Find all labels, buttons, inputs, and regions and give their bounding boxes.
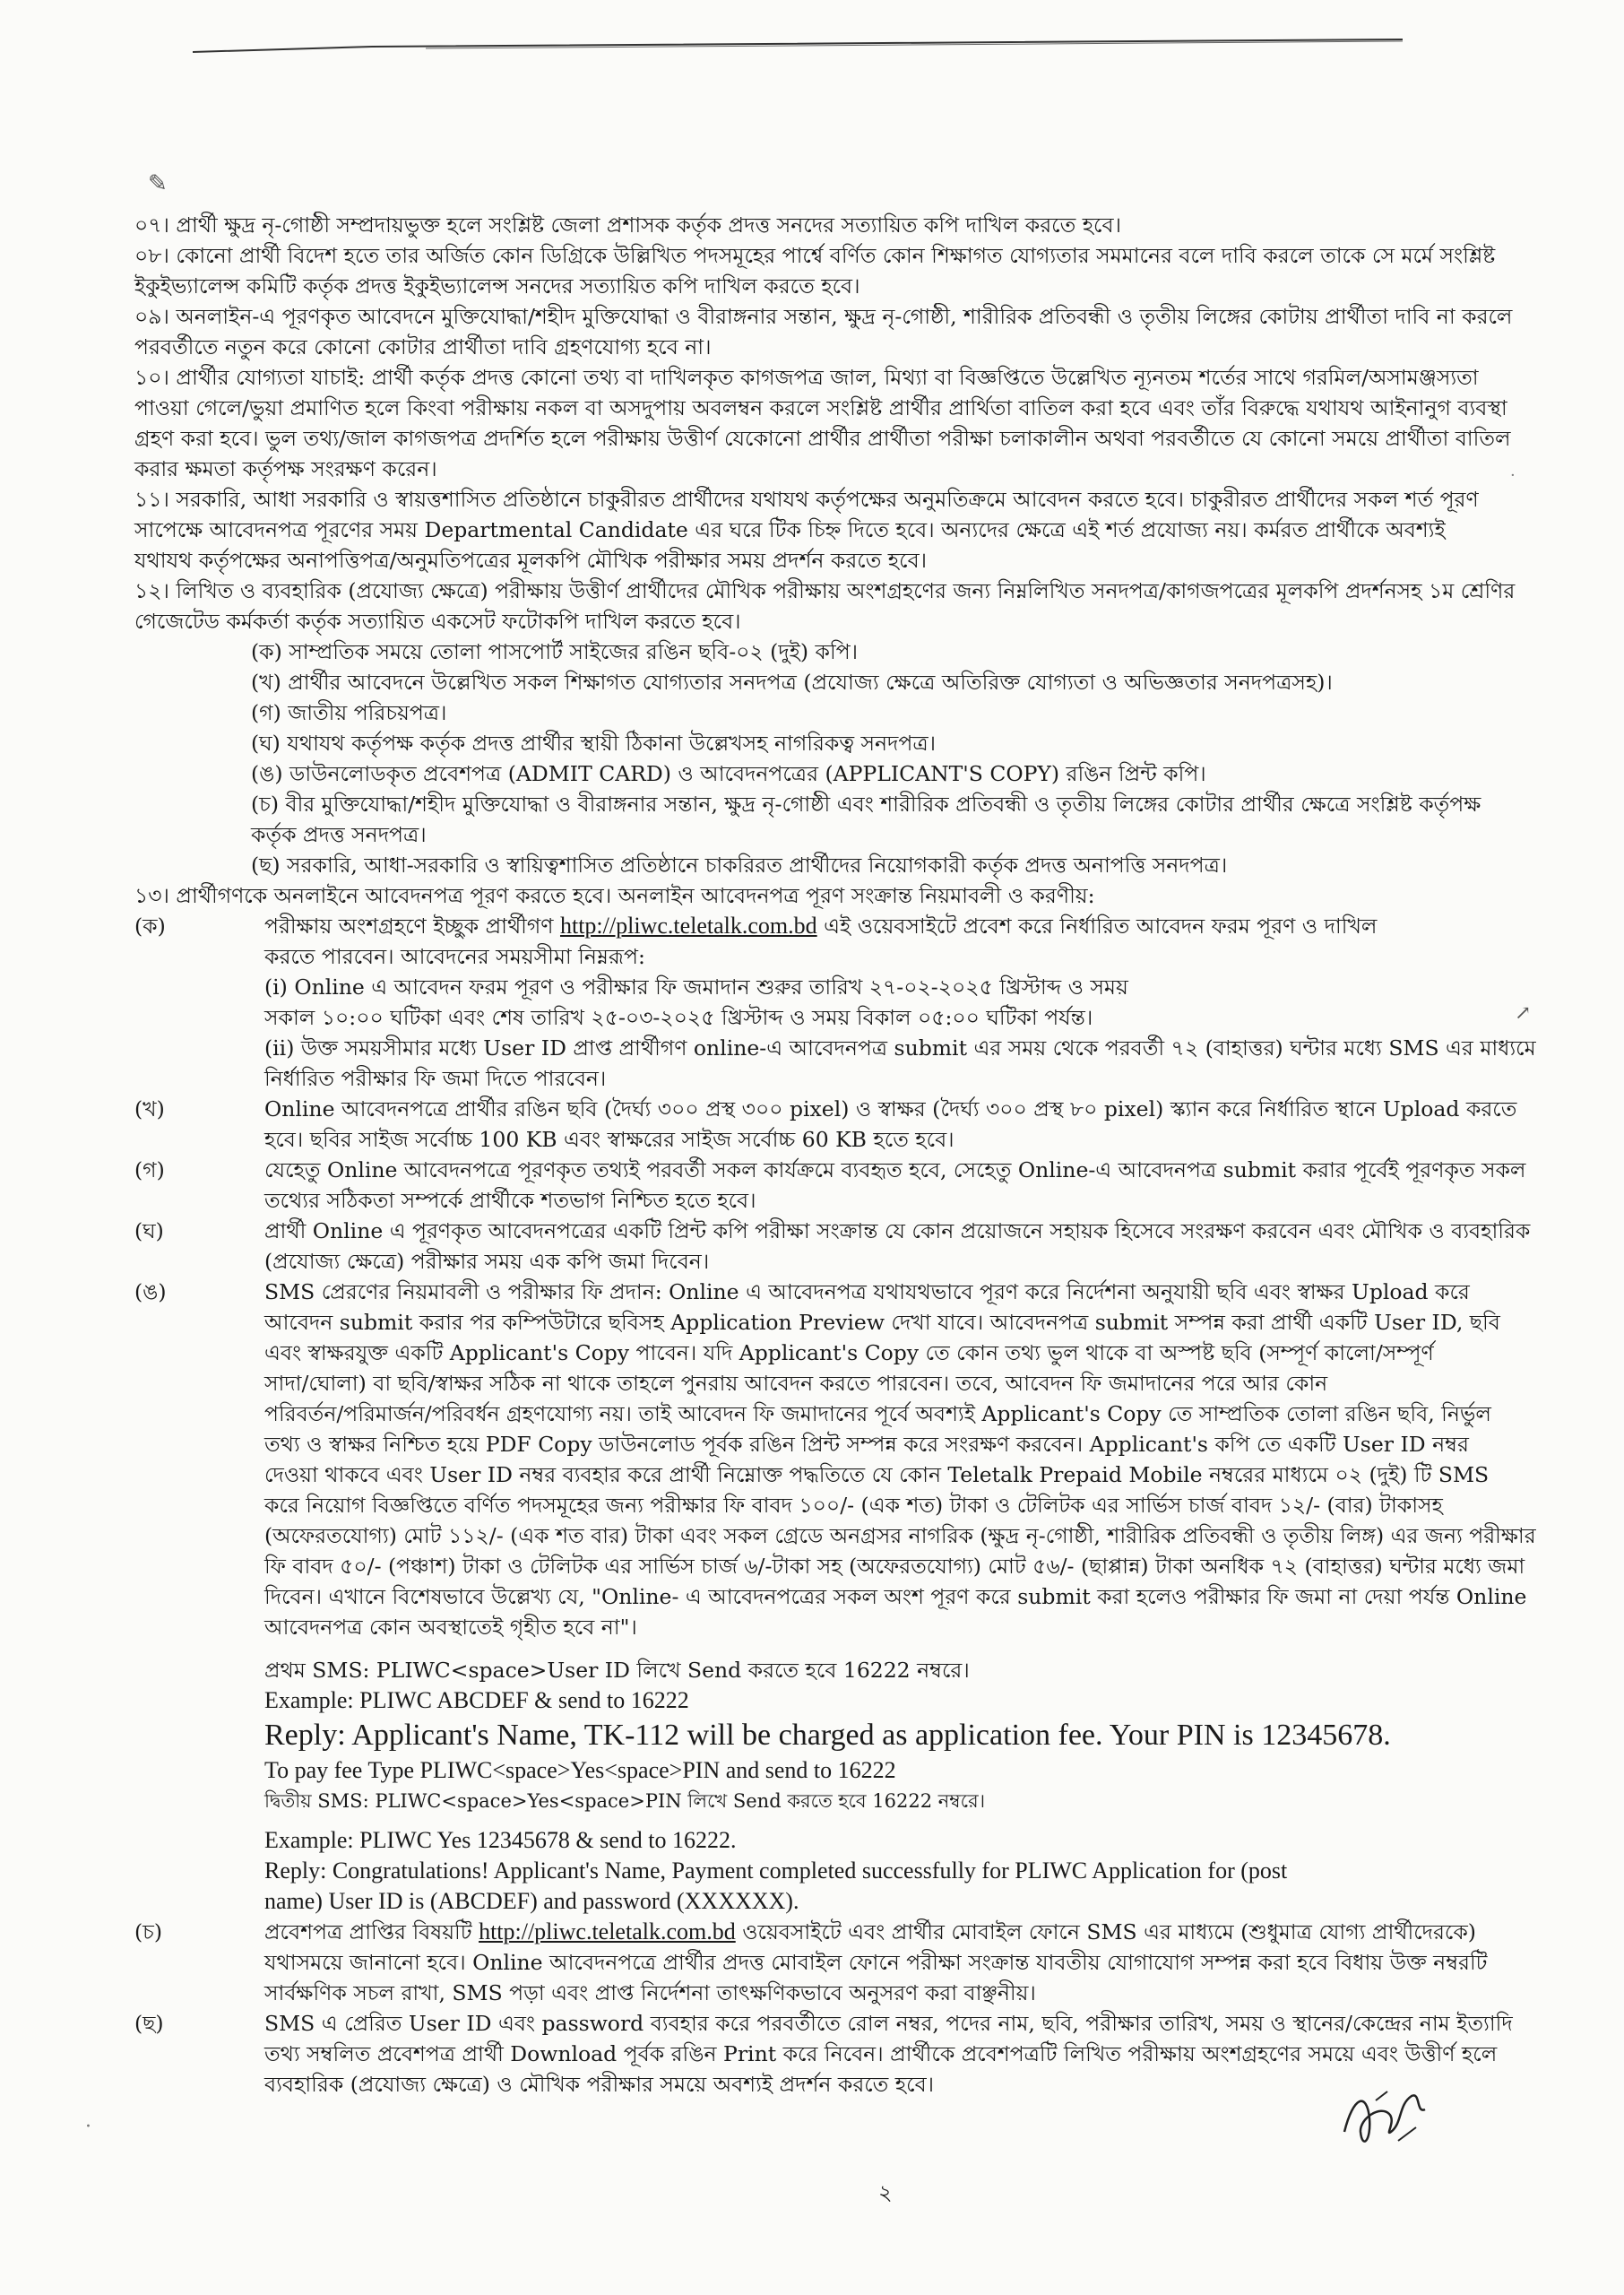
item-13-ka-label: (ক) [134, 914, 166, 939]
item-12-cont: গেজেটেড কর্মকর্তা কর্তৃক সত্যায়িত একসেট ফটোকপি দাখিল করতে হবে। [134, 609, 741, 634]
item-13-cha-line2: যথাসময়ে জানানো হবে। Online আবেদনপত্রে প্রার্থীর প্রদত্ত মোবাইল ফোনে পরীক্ষা সংক্রান্ত যাবতীয় যোগাযোগ সম্পন্ন করা হবে বিধায় উক্ত নম্বরটি [264, 1950, 1488, 1975]
item-13-gha-text: প্রার্থী Online এ পূরণকৃত আবেদনপত্রের একটি প্রিন্ট কপি পরীক্ষা সংক্রান্ত যে কোন প্রয়োজনে সহায়ক হিসেবে সংরক্ষণ করবেন এবং মৌখিক ও ব্যবহারিক [264, 1218, 1531, 1243]
item-13-ka-line1 [134, 911, 1497, 941]
item-13-chha-line2: তথ্য সম্বলিত প্রবেশপত্র প্রার্থী Download পূর্বক রঙিন Print করে নিবেন। প্রার্থীকে প্রবেশপত্রটি লিখিত পরীক্ষায় অংশগ্রহণের সময়ে এবং উত্তীর্ণ হলে [264, 2041, 1498, 2066]
item-12-chha: (ছ) সরকারি, আধা-সরকারি ও স্বায়িত্বশাসিত প্রতিষ্ঠানে চাকরিরত প্রার্থীদের নিয়োগকারী কর্তৃক প্রদত্ত অনাপত্তি সনদপত্র। [251, 853, 1228, 878]
teletalk-link-2[interactable]: http://pliwc.teletalk.com.bd [479, 1918, 736, 1944]
item-13-uma-line7: দেওয়া থাকবে এবং User ID নম্বর ব্যবহার করে প্রার্থী নিম্নোক্ত পদ্ধতিতে যে কোন Teletalk Prepaid Mobile নম্বরের মাধ্যমে ০২ (দুই) টি SMS [264, 1462, 1490, 1487]
item-12-kha: (খ) প্রার্থীর আবেদনে উল্লেখিত সকল শিক্ষাগত যোগ্যতার সনদপত্র (প্রযোজ্য ক্ষেত্রে অতিরিক্ত যোগ্যতা ও অভিজ্ঞতার সনদপত্রসহ)। [251, 670, 1333, 695]
sms-pay-instruction: To pay fee Type PLIWC<space>Yes<space>PIN and send to 16222 [264, 1757, 896, 1783]
item-13-uma-text: SMS প্রেরণের নিয়মাবলী ও পরীক্ষার ফি প্রদান: Online এ আবেদনপত্র যথাযথভাবে পূরণ করে নির্দেশনা অনুযায়ী ছবি এবং স্বাক্ষর Upload করে [264, 1279, 1470, 1304]
item-11-cont-1: সাপেক্ষে আবেদনপত্র পূরণের সময় Departmental Candidate এর ঘরে টিক চিহ্ন দিতে হবে। অন্যদের ক্ষেত্রে এই শর্ত প্রযোজ্য নয়। কর্মরত প্রার্থীকে অবশ্যই [134, 517, 1446, 542]
item-10-cont-1: পাওয়া গেলে/ভুয়া প্রমাণিত হলে কিংবা পরীক্ষায় নকল বা অসদুপায় অবলম্বন করলে সংশ্লিষ্ট প্রার্থীর প্রার্থিতা বাতিল করা হবে এবং তাঁর বিরুদ্ধে যথাযথ আইনানুগ ব্যবস্থা [134, 395, 1507, 420]
scan-mark-top-left: ✎ [148, 170, 168, 197]
item-12-cha-cont: কর্তৃক প্রদত্ত সনদপত্র। [251, 822, 427, 847]
page-number: ২ [878, 2180, 893, 2205]
item-13-uma-label: (ঙ) [134, 1279, 167, 1304]
item-12-ga: (গ) জাতীয় পরিচয়পত্র। [251, 700, 447, 725]
scan-mark-right-tick: · [1510, 466, 1516, 485]
scan-mark-left: · [85, 2116, 91, 2138]
item-13-uma-line1 [134, 1277, 1497, 1307]
item-13-cha-line3: সার্বক্ষণিক সচল রাখা, SMS পড়া এবং প্রাপ্ত নির্দেশনা তাৎক্ষণিকভাবে অনুসরণ করা বাঞ্ছনীয়। [264, 1980, 1036, 2005]
item-12-gha: (ঘ) যথাযথ কর্তৃপক্ষ কর্তৃক প্রদত্ত প্রার্থীর স্থায়ী ঠিকানা উল্লেখসহ নাগরিকত্ব সনদপত্র। [251, 731, 937, 756]
item-10-cont-3: করার ক্ষমতা কর্তৃপক্ষ সংরক্ষণ করেন। [134, 456, 437, 481]
item-13-ka-text-b: এই ওয়েবসাইটে প্রবেশ করে নির্ধারিত আবেদন ফরম পূরণ ও দাখিল [824, 914, 1378, 939]
item-13-uma-line3: এবং স্বাক্ষরযুক্ত একটি Applicant's Copy পাবেন। যদি Applicant's Copy তে কোন তথ্য ভুল থাকে বা অস্পষ্ট ছবি (সম্পূর্ণ কালো/সম্পূর্ণ [264, 1340, 1434, 1365]
item-12: ১২। লিখিত ও ব্যবহারিক (প্রযোজ্য ক্ষেত্রে) পরীক্ষায় উত্তীর্ণ প্রার্থীদের মৌখিক পরীক্ষায় অংশগ্রহণের জন্য নিম্নলিখিত সনদপত্র/কাগজপত্রের মূলকপি প্রদর্শনসহ ১ম শ্রেণির [134, 578, 1516, 603]
item-13-cha-text-b: ওয়েবসাইটে এবং প্রার্থীর মোবাইল ফোনে SMS এর মাধ্যমে (শুধুমাত্র যোগ্য প্রার্থীদেরকে) [742, 1919, 1476, 1944]
item-12-uma: (ঙ) ডাউনলোডকৃত প্রবেশপত্র (ADMIT CARD) ও আবেদনপত্রের (APPLICANT'S COPY) রঙিন প্রিন্ট কপি। [251, 761, 1206, 786]
page-top-scan-line [193, 38, 1403, 54]
item-13-ga-label: (গ) [134, 1157, 165, 1182]
item-10: ১০। প্রার্থীর যোগ্যতা যাচাই: প্রার্থী কর্তৃক প্রদত্ত কোনো তথ্য বা দাখিলকৃত কাগজপত্র জাল, মিথ্যা বা বিজ্ঞপ্তিতে উল্লেখিত ন্যূনতম শর্তের সাথে গরমিল/অসামঞ্জস্যতা [134, 365, 1479, 390]
item-13-uma-line2: আবেদন submit করার পর কম্পিউটারে ছবিসহ Application Preview দেখা যাবে। আবেদনপত্র submit সম্পন্ন করা প্রার্থী একটি User ID, ছবি [264, 1310, 1500, 1335]
item-12-ka: (ক) সাম্প্রতিক সময়ে তোলা পাসপোর্ট সাইজের রঙিন ছবি-০২ (দুই) কপি। [251, 639, 859, 664]
item-13-ga-line1 [134, 1155, 1526, 1185]
item-11: ১১। সরকারি, আধা সরকারি ও স্বায়ত্তশাসিত প্রতিষ্ঠানে চাকুরীরত প্রার্থীদের যথাযথ কর্তৃপক্ষের অনুমতিক্রমে আবেদন করতে হবে। চাকুরীরত প্রার্থীদের সকল শর্ত পূরণ [134, 487, 1479, 512]
item-13-ka-line6: নির্ধারিত পরীক্ষার ফি জমা দিতে পারবেন। [264, 1066, 607, 1091]
item-10-cont-2: গ্রহণ করা হবে। ভুল তথ্য/জাল কাগজপত্র প্রদর্শিত হলে পরীক্ষায় উত্তীর্ণ যেকোনো প্রার্থীর প্রার্থীতা পরীক্ষা চলাকালীন অথবা পরবর্তীতে যে কোনো সময়ে প্রার্থীতা বাতিল [134, 426, 1511, 451]
sms-reply-2-cont: name) User ID is (ABCDEF) and password (XXXXXX). [264, 1888, 799, 1914]
sms-reply-1: Reply: Applicant's Name, TK-112 will be charged as application fee. Your PIN is 12345678. [264, 1719, 1391, 1752]
item-08-cont: ইকুইভ্যালেন্স কমিটি কর্তৃক প্রদত্ত ইকুইভ্যালেন্স সনদের সত্যায়িত কপি দাখিল করতে হবে। [134, 273, 860, 299]
sms-second: দ্বিতীয় SMS: PLIWC<space>Yes<space>PIN লিখে Send করতে হবে 16222 নম্বরে। [264, 1790, 986, 1812]
item-13-kha-text: Online আবেদনপত্রে প্রার্থীর রঙিন ছবি (দৈর্ঘ্য ৩০০ প্রস্থ ৩০০ pixel) ও স্বাক্ষর (দৈর্ঘ্য ৩০০ প্রস্থ ৮০ pixel) স্ক্যান করে নির্ধারিত স্থানে Upload করতে [264, 1096, 1517, 1122]
item-13-uma-line6: তথ্য ও স্বাক্ষর নিশ্চিত হয়ে PDF Copy ডাউনলোড পূর্বক রঙিন প্রিন্ট সম্পন্ন করে সংরক্ষণ করবেন। Applicant's কপি তে একটি User ID নম্বর [264, 1432, 1469, 1457]
item-07: ০৭। প্রার্থী ক্ষুদ্র নৃ-গোষ্ঠী সম্প্রদায়ভুক্ত হলে সংশ্লিষ্ট জেলা প্রশাসক কর্তৃক প্রদত্ত সনদের সত্যায়িত কপি দাখিল করতে হবে। [134, 212, 1121, 238]
sms-example-2: Example: PLIWC Yes 12345678 & send to 16222. [264, 1827, 737, 1853]
sms-first: প্রথম SMS: PLIWC<space>User ID লিখে Send করতে হবে 16222 নম্বরে। [264, 1658, 970, 1683]
signature [1335, 2078, 1434, 2159]
sms-reply-2: Reply: Congratulations! Applicant's Name, Payment completed successfully for PLIWC Application for (post [264, 1858, 1288, 1884]
item-13-kha-label: (খ) [134, 1096, 165, 1122]
item-13-chha-line3: ব্যবহারিক (প্রযোজ্য ক্ষেত্রে) ও মৌখিক পরীক্ষার সময়ে অবশ্যই প্রদর্শন করতে হবে। [264, 2072, 935, 2097]
item-13-cha-text-a: প্রবেশপত্র প্রাপ্তির বিষয়টি [264, 1919, 472, 1944]
item-13-uma-line12: আবেদনপত্র কোন অবস্থাতেই গৃহীত হবে না"। [264, 1615, 637, 1640]
item-13-ga-text: যেহেতু Online আবেদনপত্রে পূরণকৃত তথ্যই পরবর্তী সকল কার্যক্রমে ব্যবহৃত হবে, সেহেতু Online-এ আবেদনপত্র submit করার পূর্বেই পূরণকৃত সকল [264, 1157, 1526, 1182]
item-08: ০৮। কোনো প্রার্থী বিদেশ হতে তার অর্জিত কোন ডিগ্রিকে উল্লিখিত পদসমূহের পার্শ্বে বর্ণিত কোন শিক্ষাগত যোগ্যতার সমমানের বলে দাবি করলে তাকে সে মর্মে সংশ্লিষ্ট [134, 243, 1496, 268]
item-11-cont-2: যথাযথ কর্তৃপক্ষের অনাপত্তিপত্র/অনুমতিপত্রের মূলকপি মৌখিক পরীক্ষার সময় প্রদর্শন করতে হবে। [134, 548, 928, 573]
scan-mark-right: ↗ [1515, 1002, 1532, 1025]
item-12-cha: (চ) বীর মুক্তিযোদ্ধা/শহীদ মুক্তিযোদ্ধা ও বীরাঙ্গনার সন্তান, ক্ষুদ্র নৃ-গোষ্ঠী এবং শারীরিক প্রতিবন্ধী ও তৃতীয় লিঙ্গের কোটার প্রার্থীর ক্ষেত্রে সংশ্লিষ্ট কর্তৃপক্ষ [251, 792, 1481, 817]
item-13-gha-line1 [134, 1216, 1531, 1246]
item-13-ka-line5: (ii) উক্ত সময়সীমার মধ্যে User ID প্রাপ্ত প্রার্থীগণ online-এ আবেদনপত্র submit এর সময় থেকে পরবর্তী ৭২ (বাহাত্তর) ঘন্টার মধ্যে SMS এর মাধ্যমে [264, 1035, 1536, 1061]
item-13-chha-line1 [134, 2008, 1513, 2039]
item-13-ka-line4: সকাল ১০:০০ ঘটিকা এবং শেষ তারিখ ২৫-০৩-২০২৫ খ্রিস্টাব্দ ও সময় বিকাল ০৫:০০ ঘটিকা পর্যন্ত। [264, 1005, 1093, 1030]
item-13-ka-line2: করতে পারবেন। আবেদনের সময়সীমা নিম্নরূপ: [264, 944, 645, 969]
item-13-gha-label: (ঘ) [134, 1218, 164, 1243]
item-13-chha-text: SMS এ প্রেরিত User ID এবং password ব্যবহার করে পরবর্তীতে রোল নম্বর, পদের নাম, ছবি, পরীক্ষার তারিখ, সময় ও স্থানের/কেন্দ্রের নাম ইত্যাদি [264, 2011, 1513, 2036]
item-13-gha-line2: (প্রযোজ্য ক্ষেত্রে) পরীক্ষার সময় এক কপি জমা দিবেন। [264, 1249, 710, 1274]
item-13-uma-line8: করে নিয়োগ বিজ্ঞপ্তিতে বর্ণিত পদসমূহের জন্য পরীক্ষার ফি বাবদ ১০০/- (এক শত) টাকা ও টেলিটক এর সার্ভিস চার্জ বাবদ ১২/- (বার) টাকাসহ [264, 1493, 1443, 1518]
item-13-uma-line5: পরিবর্তন/পরিমার্জন/পরিবর্ধন গ্রহণযোগ্য নয়। তাই আবেদন ফি জমাদানের পূর্বে অবশ্যই Applicant's Copy তে সাম্প্রতিক তোলা রঙিন ছবি, নির্ভুল [264, 1401, 1491, 1426]
item-13-kha-line1 [134, 1094, 1517, 1124]
item-09: ০৯। অনলাইন-এ পূরণকৃত আবেদনে মুক্তিযোদ্ধা/শহীদ মুক্তিযোদ্ধা ও বীরাঙ্গনার সন্তান, ক্ষুদ্র নৃ-গোষ্ঠী, শারীরিক প্রতিবন্ধী ও তৃতীয় লিঙ্গের কোটায় প্রার্থীতা দাবি না করলে [134, 304, 1513, 329]
item-13-uma-line11: দিবেন। এখানে বিশেষভাবে উল্লেখ্য যে, "Online- এ আবেদনপত্রের সকল অংশ পূরণ করে submit করা হলেও পরীক্ষার ফি জমা না দেয়া পর্যন্ত Online [264, 1584, 1527, 1609]
document-body [134, 210, 1536, 2100]
item-13-ga-line2: তথ্যের সঠিকতা সম্পর্কে প্রার্থীকে শতভাগ নিশ্চিত হতে হবে। [264, 1188, 756, 1213]
item-13-chha-label: (ছ) [134, 2011, 164, 2036]
item-13-cha-label: (চ) [134, 1919, 163, 1944]
item-13-cha-line1 [134, 1917, 1497, 1947]
item-13-uma-line10: ফি বাবদ ৫০/- (পঞ্চাশ) টাকা ও টেলিটক এর সার্ভিস চার্জ ৬/-টাকা সহ (অফেরতযোগ্য) মোট ৫৬/- (ছাপ্পান্ন) টাকা অনধিক ৭২ (বাহাত্তর) ঘন্টার মধ্যে জমা [264, 1554, 1525, 1579]
item-09-cont: পরবর্তীতে নতুন করে কোনো কোটার প্রার্থীতা দাবি গ্রহণযোগ্য হবে না। [134, 334, 712, 359]
item-13-uma-line9: (অফেরতযোগ্য) মোট ১১২/- (এক শত বার) টাকা এবং সকল গ্রেডে অনগ্রসর নাগরিক (ক্ষুদ্র নৃ-গোষ্ঠী, শারীরিক প্রতিবন্ধী ও তৃতীয় লিঙ্গ) এর জন্য পরীক্ষার [264, 1523, 1536, 1548]
item-13-ka-text-a: পরীক্ষায় অংশগ্রহণে ইচ্ছুক প্রার্থীগণ [264, 914, 554, 939]
teletalk-link[interactable]: http://pliwc.teletalk.com.bd [559, 913, 817, 939]
item-13: ১৩। প্রার্থীগণকে অনলাইনে আবেদনপত্র পূরণ করতে হবে। অনলাইন আবেদনপত্র পূরণ সংক্রান্ত নিয়মাবলী ও করণীয়: [134, 883, 1095, 908]
item-13-ka-line3: (i) Online এ আবেদন ফরম পূরণ ও পরীক্ষার ফি জমাদান শুরুর তারিখ ২৭-০২-২০২৫ খ্রিস্টাব্দ ও সময় [264, 974, 1128, 1000]
item-13-uma-line4: সাদা/ঘোলা) বা ছবি/স্বাক্ষর সঠিক না থাকে তাহলে পুনরায় আবেদন করতে পারবেন। তবে, আবেদন ফি জমাদানের পরে আর কোন [264, 1371, 1328, 1396]
sms-example-1: Example: PLIWC ABCDEF & send to 16222 [264, 1687, 689, 1713]
item-13-kha-line2: হবে। ছবির সাইজ সর্বোচ্চ 100 KB এবং স্বাক্ষরের সাইজ সর্বোচ্চ 60 KB হতে হবে। [264, 1127, 955, 1152]
